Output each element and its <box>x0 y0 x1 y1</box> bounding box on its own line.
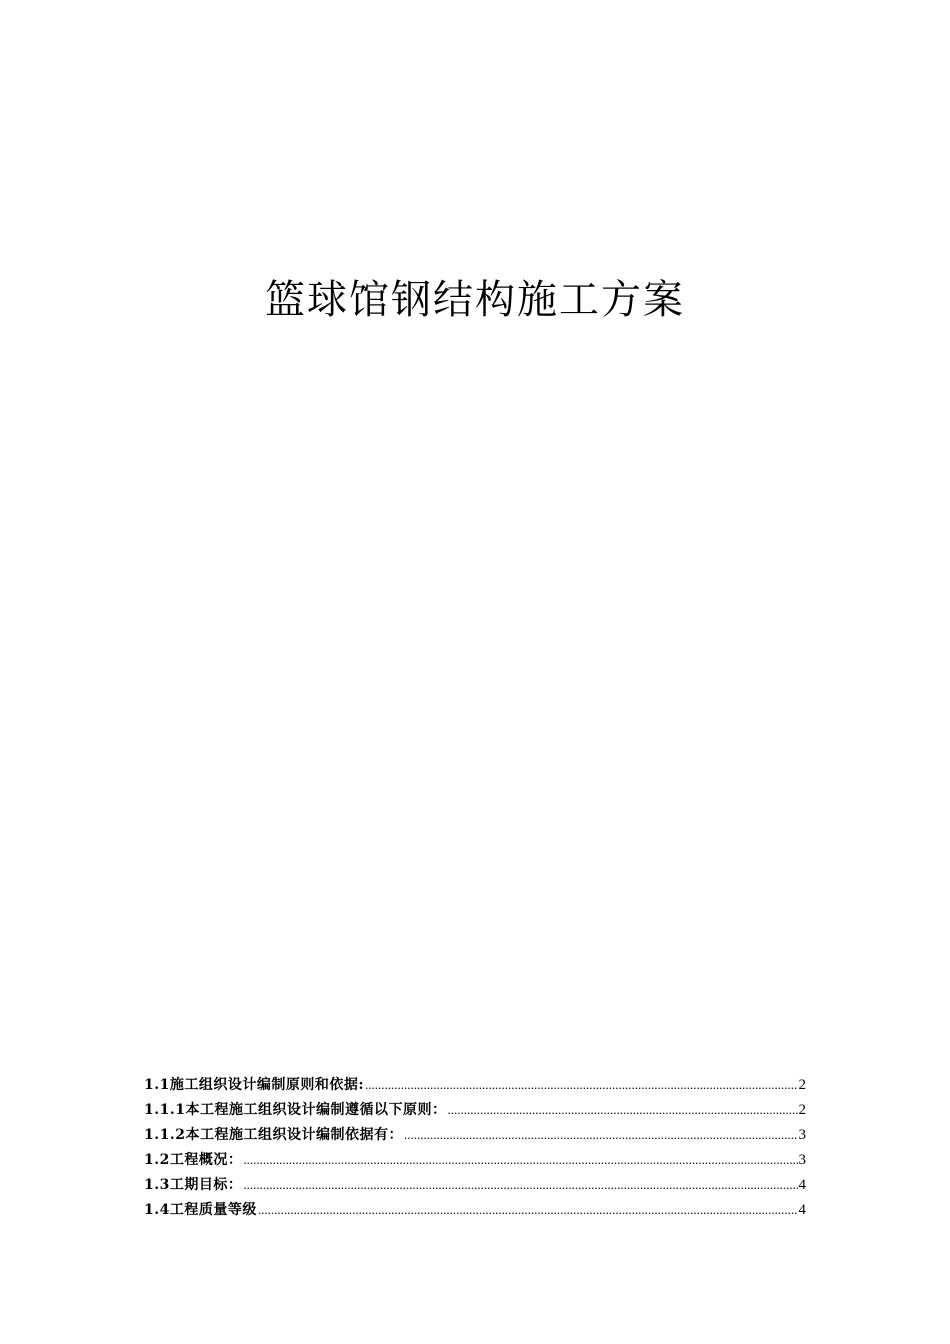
toc-entry-page: 2 <box>798 1102 806 1118</box>
toc-entry-label: 1.1.1本工程施工组织设计编制遵循以下原则： <box>144 1102 447 1118</box>
toc-entry[interactable] <box>144 1195 806 1220</box>
toc-dot-leader <box>447 1100 797 1120</box>
toc-entry-label: 1.4工程质量等级 <box>144 1202 257 1218</box>
toc-entry-page: 3 <box>798 1127 806 1143</box>
toc-entry[interactable] <box>144 1170 806 1195</box>
toc-dot-leader <box>365 1075 797 1095</box>
toc-entry[interactable] <box>144 1070 806 1095</box>
toc-entry-label: 1.2工程概况： <box>144 1152 243 1168</box>
table-of-contents <box>144 1070 806 1220</box>
toc-entry[interactable] <box>144 1095 806 1120</box>
toc-entry-page: 4 <box>798 1202 806 1218</box>
toc-entry-label: 1.1.2本工程施工组织设计编制依据有： <box>144 1127 403 1143</box>
toc-entry[interactable] <box>144 1145 806 1170</box>
toc-dot-leader <box>243 1175 797 1195</box>
document-title: 篮球馆钢结构施工方案 <box>265 277 685 323</box>
toc-entry-page: 2 <box>798 1077 806 1093</box>
toc-entry-page: 4 <box>798 1177 806 1193</box>
toc-entry-label: 1.3工期目标： <box>144 1177 243 1193</box>
toc-entry[interactable] <box>144 1120 806 1145</box>
toc-entry-page: 3 <box>798 1152 806 1168</box>
toc-dot-leader <box>258 1200 798 1220</box>
toc-entry-label: 1.1施工组织设计编制原则和依据: <box>144 1077 365 1093</box>
toc-dot-leader <box>404 1125 798 1145</box>
toc-dot-leader <box>243 1150 797 1170</box>
